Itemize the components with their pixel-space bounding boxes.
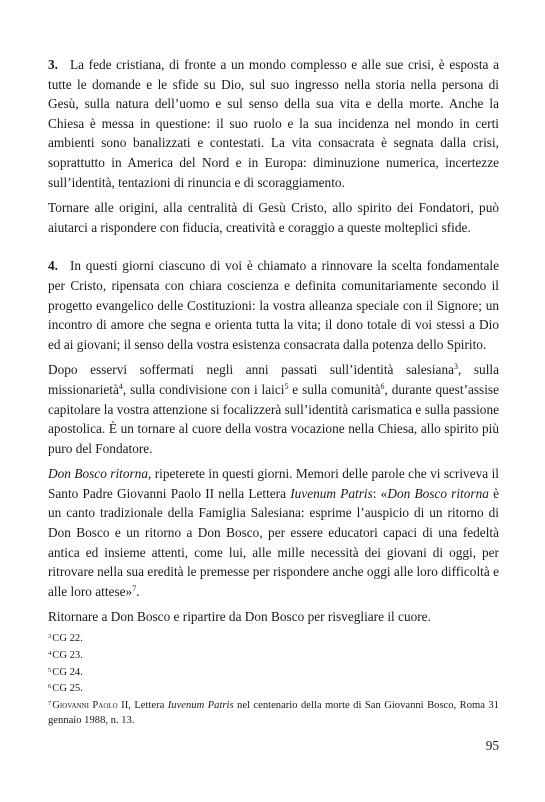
footnote-7: $^7$Giovanni Paolo II, Lettera Iuvenum Patris nel centenario della morte di San Giovanni Bosco, Roma 31 gennaio 1988, n. 13. [48, 700, 499, 726]
section-4-paragraph-4: Ritornare a Don Bosco e ripartire da Don Bosco per risvegliare il cuore. [48, 609, 431, 625]
footnote: $^6$CG 25. [48, 683, 83, 695]
section-4-number: 4. [48, 258, 58, 274]
section-4-paragraph-1: 4. In questi giorni ciascuno di voi è chiamato a rinnovare la scelta fondamentale per Cristo, ripensata con chiara coscienza e definita comunitariamente secondo il progetto evangelico delle Costituzioni: la vostra alleanza speciale con il Signore; un incontro di amore che segna e orienta tutta la vita; il dono totale di voi stessi a Dio ed ai giovani; il senso della vostra esistenza consacrata dalla potenza dello Spirito. [48, 258, 499, 352]
footnote: $^5$CG 24. [48, 666, 83, 678]
footnote: $^4$CG 23. [48, 649, 83, 661]
footnote-ref-7[interactable]: 7 [132, 583, 137, 593]
footnote-ref-4[interactable]: 4 [118, 381, 123, 391]
footnote-ref-3[interactable]: 3 [454, 362, 458, 372]
section-3-paragraph-1: 3. La fede cristiana, di fronte a un mondo complesso e alle sue crisi, è esposta a tutte le domande e le sfide su Dio, sul suo ingresso nella storia nella persona di Gesù, sulla natura dell’uomo e sul senso della sua vita e della morte. Anche la Chiesa è messa in questione: il suo ruolo e la sua incidenza nel mondo in certi ambienti sono banalizzati e contestati. La vita consacrata è segnata dalla crisi, soprattutto in America del Nord e in Europa: diminuzione numerica, incertezze sull’identità, tentazioni di rinuncia e di scoraggiamento. [48, 57, 499, 190]
footnotes [48, 630, 499, 729]
section-4-paragraph-3: Don Bosco ritorna, ripeterete in questi giorni. Memori delle parole che vi scriveva il Santo Padre Giovanni Paolo II nella Lettera Iuvenum Patris: «Don Bosco ritorna è un canto tradizionale della Famiglia Salesiana: esprime l’auspicio di un ritorno di Don Bosco e un ritorno a Don Bosco, per essere educatori capaci di una fedeltà antica ed insieme attenti, come lui, alle mille necessità dei giovani di oggi, per ritrovare nella sua eredità le premesse per rispondere anche oggi alle loro difficoltà e alle loro attese»$^7$. [48, 466, 499, 599]
section-4-paragraph-2: Dopo esservi soffermati negli anni passati sull’identità salesiana$^3$, sulla missionarietà$^4$, sulla condivisione con i laici$^5$ e sulla comunità$^6$, durante quest’assise capitolare la vostra attenzione si focalizzerà sull’identità carismatica e sulla passione apostolica. È un tornare al cuore della vostra vocazione nella Chiesa, allo spirito più puro del Fondatore. [48, 362, 500, 456]
body-text [48, 55, 499, 633]
section-3-number: 3. [48, 57, 58, 72]
footnote: $^3$CG 22. [48, 633, 83, 644]
page-number: 95 [485, 738, 499, 753]
footnote-ref-5[interactable]: 5 [284, 381, 289, 391]
section-3-paragraph-2: Tornare alle origini, alla centralità di Gesù Cristo, allo spirito dei Fondatori, può aiutarci a rispondere con fiducia, creatività e coraggio a queste molteplici sfide. [48, 200, 499, 235]
footnote-ref-6[interactable]: 6 [380, 381, 385, 391]
